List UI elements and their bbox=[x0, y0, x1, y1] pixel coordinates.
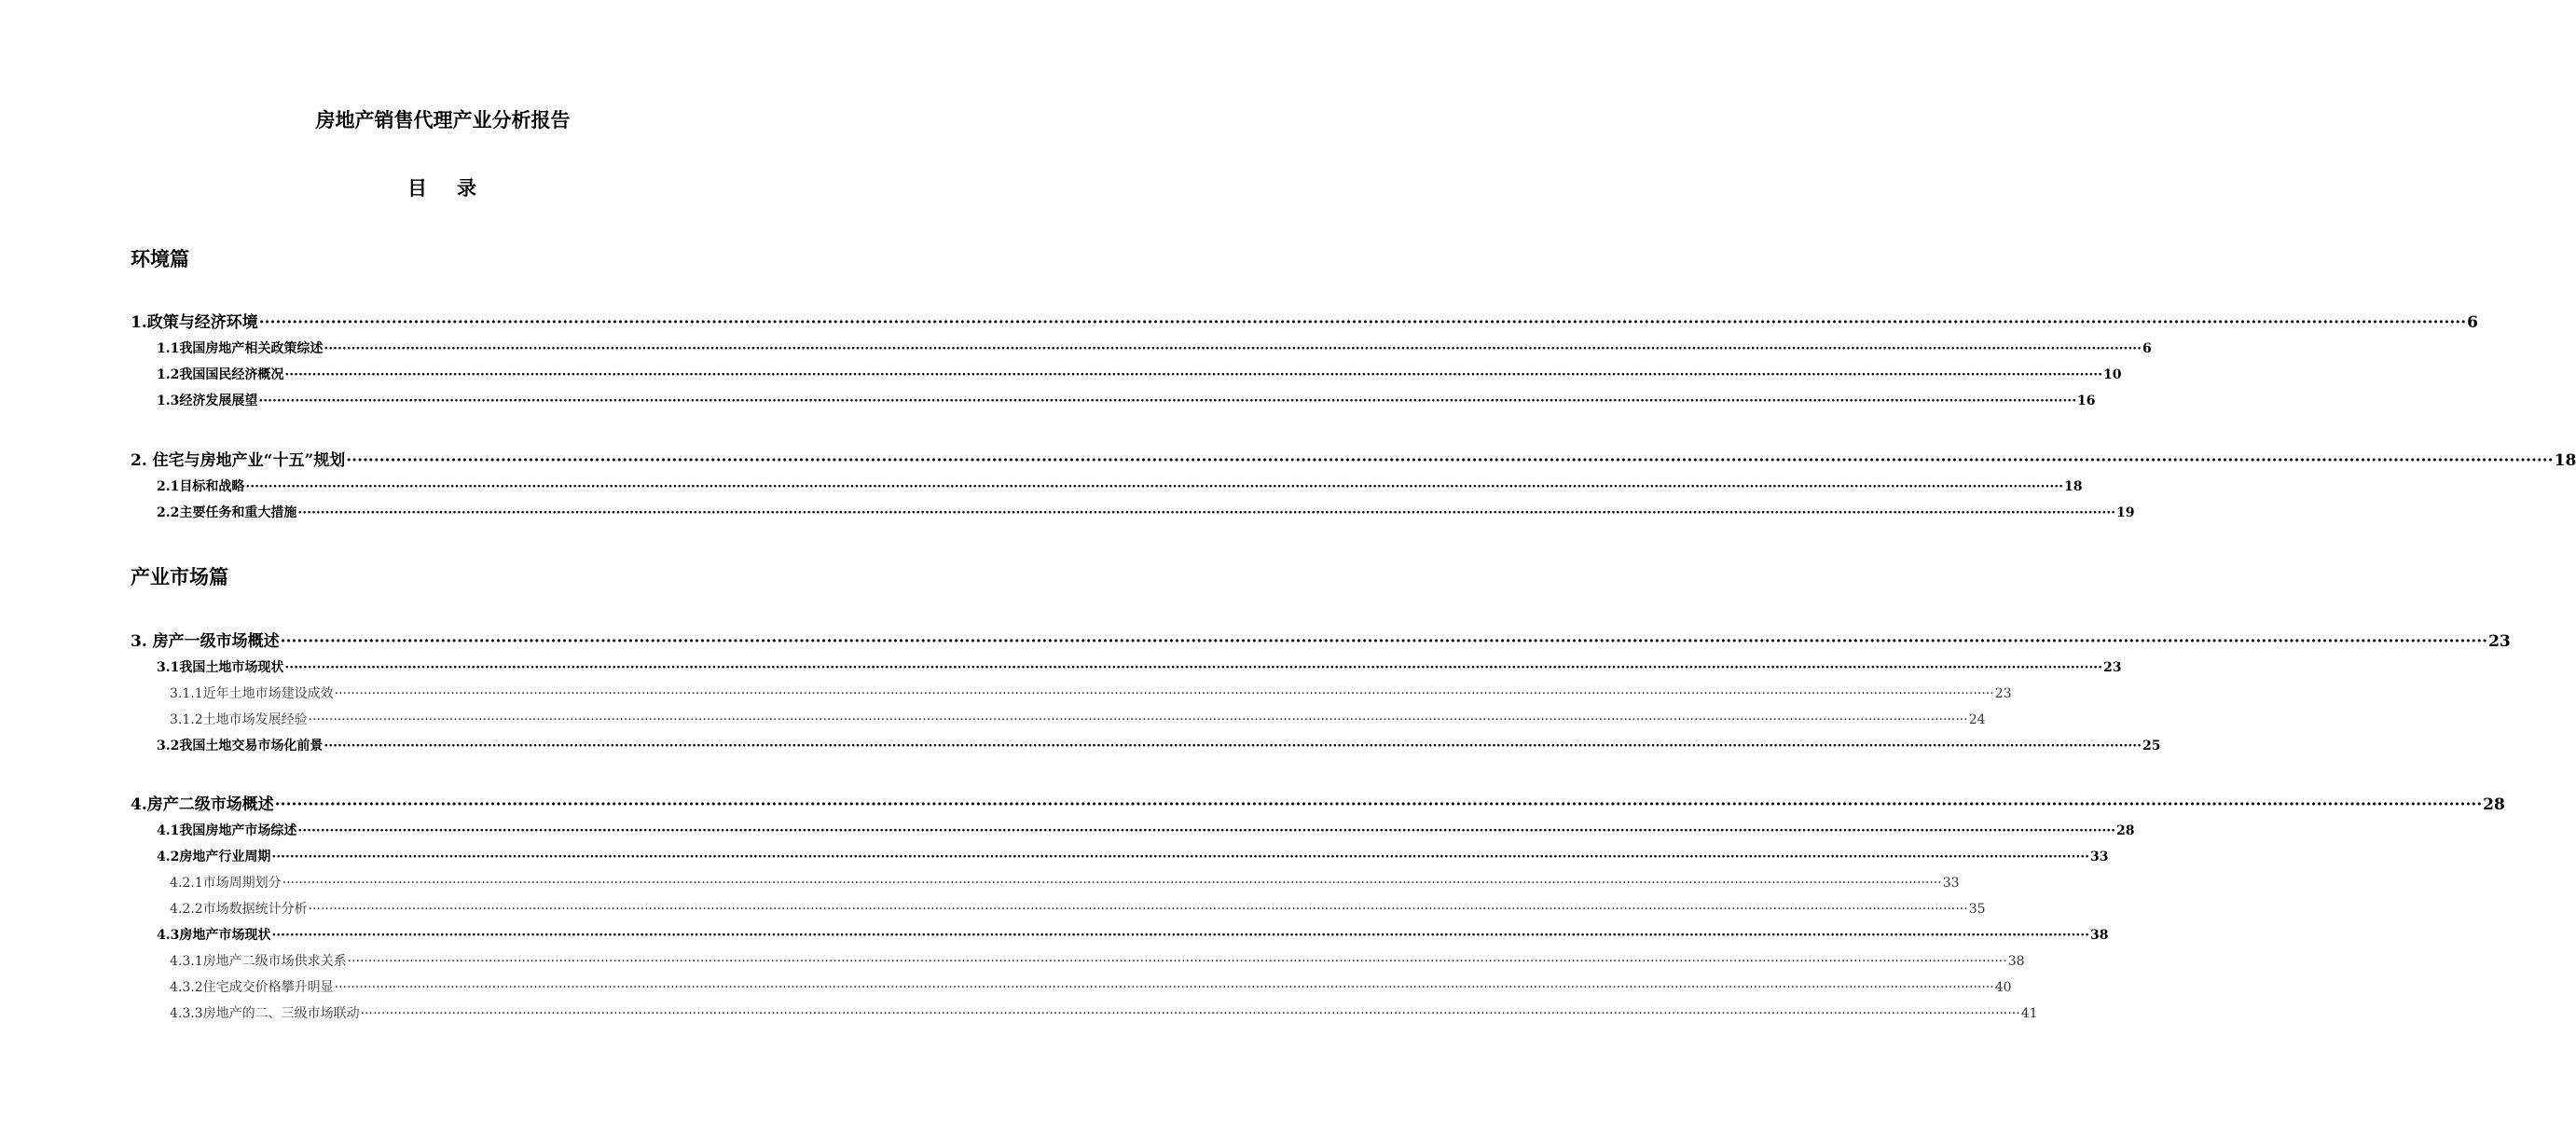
toc-entry[interactable] bbox=[157, 365, 2122, 383]
toc-entry-title: 2.1目标和战略 bbox=[157, 479, 245, 494]
toc-entry-title: 3.1我国土地市场现状 bbox=[157, 660, 284, 675]
toc-entry[interactable] bbox=[157, 847, 2109, 865]
toc-entry-title: 2. 住宅与房地产业“十五”规划 bbox=[131, 451, 346, 470]
document-title: 房地产销售代理产业分析报告 bbox=[315, 108, 571, 131]
toc-entry[interactable] bbox=[157, 736, 2161, 754]
toc-entry-title: 4.房产二级市场概述 bbox=[131, 795, 274, 814]
toc-entry-title: 3.1.1近年土地市场建设成效 bbox=[170, 686, 334, 701]
leader-dots: ················································································································································································································································································································································································································ bbox=[284, 367, 2102, 382]
toc-entry-title: 1.3经济发展展望 bbox=[157, 394, 258, 408]
toc-entry[interactable] bbox=[170, 951, 2025, 970]
leader-dots: ················································································································································································································································································································································································································ bbox=[334, 980, 1994, 995]
toc-entry[interactable] bbox=[131, 628, 2511, 651]
leader-dots: ················································································································································································································································································································································································································ bbox=[308, 712, 1968, 727]
toc-entry[interactable] bbox=[157, 391, 2096, 409]
toc-entry-title: 4.3.1房地产二级市场供求关系 bbox=[170, 954, 347, 969]
leader-dots: ················································································································································································································································································································································································································ bbox=[280, 632, 2488, 651]
toc-entry-title: 4.2.2市场数据统计分析 bbox=[170, 902, 308, 917]
leader-dots: ················································································································································································································································································································································································································ bbox=[258, 394, 2076, 408]
leader-dots: ················································································································································································································································································································································································································ bbox=[334, 686, 1994, 701]
toc-entry-title: 4.3.3房地产的二、三级市场联动 bbox=[170, 1006, 360, 1021]
toc-entry-title: 4.3房地产市场现状 bbox=[157, 928, 271, 943]
leader-dots: ················································································································································································································································································································································································································ bbox=[324, 739, 2142, 753]
leader-dots: ················································································································································································································································································································································································································ bbox=[297, 505, 2115, 520]
leader-dots: ················································································································································································································································································································································································································ bbox=[308, 902, 1968, 917]
toc-entry[interactable] bbox=[131, 791, 2505, 814]
toc-entry-title: 2.2主要任务和重大措施 bbox=[157, 505, 297, 520]
toc-entry-title: 1.1我国房地产相关政策综述 bbox=[157, 341, 324, 356]
leader-dots: ················································································································································································································································································································································································································ bbox=[274, 795, 2483, 814]
toc-entry[interactable] bbox=[157, 657, 2122, 676]
toc-entry[interactable] bbox=[170, 684, 2012, 702]
toc-entry-page: 18 bbox=[2554, 451, 2576, 470]
toc-entry-page: 16 bbox=[2076, 394, 2096, 408]
toc-entry-page: 35 bbox=[1968, 902, 1986, 917]
toc-entry[interactable] bbox=[157, 821, 2135, 839]
toc-entry-page: 38 bbox=[2007, 954, 2025, 969]
toc-entry-title: 4.1我国房地产市场综述 bbox=[157, 823, 297, 838]
toc-entry-page: 38 bbox=[2089, 928, 2109, 943]
toc-entry[interactable] bbox=[170, 710, 1986, 728]
toc-entry-page: 10 bbox=[2102, 367, 2122, 382]
leader-dots: ················································································································································································································································································································································································································ bbox=[271, 850, 2089, 864]
toc-entry-page: 41 bbox=[2020, 1006, 2038, 1021]
toc-entry-title: 1.政策与经济环境 bbox=[131, 313, 258, 332]
leader-dots: ················································································································································································································································································································································································································ bbox=[245, 479, 2063, 494]
leader-dots: ················································································································································································································································································································································································································ bbox=[324, 341, 2142, 356]
toc-entry-page: 6 bbox=[2142, 341, 2152, 356]
leader-dots: ················································································································································································································································································································································································································ bbox=[346, 451, 2554, 470]
leader-dots: ················································································································································································································································································································································································································ bbox=[282, 876, 1942, 891]
leader-dots: ················································································································································································································································································································································································································ bbox=[347, 954, 2007, 969]
toc-entry-title: 1.2我国国民经济概况 bbox=[157, 367, 284, 382]
toc-entry-page: 25 bbox=[2142, 739, 2161, 753]
toc-entry-page: 28 bbox=[2483, 795, 2505, 814]
toc-heading bbox=[0, 173, 886, 201]
toc-entry-title: 3.1.2土地市场发展经验 bbox=[170, 712, 308, 727]
toc-entry-page: 40 bbox=[1994, 980, 2012, 995]
leader-dots: ················································································································································································································································································································································································································ bbox=[297, 823, 2115, 838]
toc-entry-title: 3.2我国土地交易市场化前景 bbox=[157, 739, 324, 753]
toc-entry-page: 18 bbox=[2063, 479, 2083, 494]
toc-heading-right: 录 bbox=[457, 176, 478, 200]
leader-dots: ················································································································································································································································································································································································································ bbox=[258, 313, 2467, 332]
toc-entry[interactable] bbox=[157, 477, 2083, 495]
toc-entry-page: 23 bbox=[2488, 632, 2511, 651]
toc-entry-page: 24 bbox=[1968, 712, 1986, 727]
toc-entry-title: 3. 房产一级市场概述 bbox=[131, 632, 280, 651]
toc-entry-title: 4.2.1市场周期划分 bbox=[170, 876, 282, 891]
leader-dots: ················································································································································································································································································································································································································ bbox=[284, 660, 2102, 675]
toc-entry-page: 33 bbox=[2089, 850, 2109, 864]
toc-entry-page: 23 bbox=[2102, 660, 2122, 675]
leader-dots: ················································································································································································································································································································································································································ bbox=[360, 1006, 2020, 1021]
toc-entry-page: 33 bbox=[1942, 876, 1960, 891]
toc-entry-page: 19 bbox=[2115, 505, 2135, 520]
toc-entry[interactable] bbox=[157, 925, 2109, 944]
toc-entry[interactable] bbox=[131, 447, 2576, 470]
leader-dots: ················································································································································································································································································································································································································ bbox=[271, 928, 2089, 943]
toc-entry-page: 23 bbox=[1994, 686, 2012, 701]
part-label: 产业市场篇 bbox=[131, 565, 228, 588]
part-label: 环境篇 bbox=[131, 247, 189, 270]
toc-entry-title: 4.2房地产行业周期 bbox=[157, 850, 271, 864]
toc-entry-title: 4.3.2住宅成交价格攀升明显 bbox=[170, 980, 334, 995]
toc-entry[interactable] bbox=[170, 1003, 2038, 1022]
toc-entry[interactable] bbox=[170, 873, 1960, 891]
toc-entry[interactable] bbox=[131, 309, 2478, 332]
toc-entry[interactable] bbox=[157, 339, 2152, 357]
toc-entry[interactable] bbox=[170, 977, 2012, 996]
toc-heading-left: 目 bbox=[407, 176, 429, 200]
toc-entry[interactable] bbox=[157, 503, 2135, 521]
toc-entry-page: 28 bbox=[2115, 823, 2135, 838]
toc-entry[interactable] bbox=[170, 899, 1986, 918]
toc-entry-page: 6 bbox=[2467, 313, 2478, 332]
